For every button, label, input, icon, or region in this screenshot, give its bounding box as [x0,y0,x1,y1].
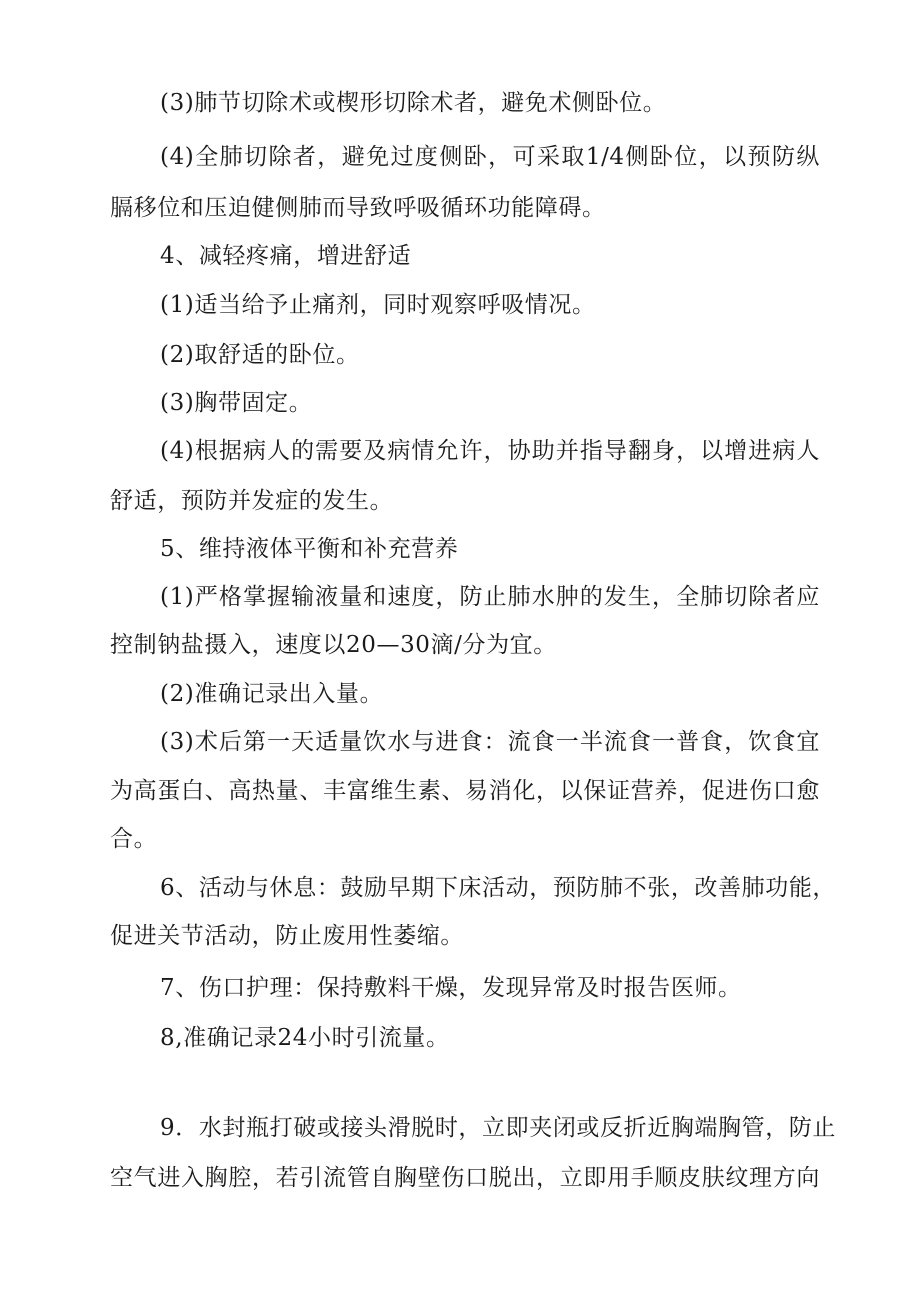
text-line-8: (4)根据病人的需要及病情允许，协助并指导翻身，以增进病人 [160,438,820,464]
text-line-11: (1)严格掌握输液量和速度，防止肺水肿的发生，全肺切除者应 [160,584,820,610]
text-line-22: 空气进入胸腔，若引流管自胸壁伤口脱出，立即用手顺皮肤纹理方向 [110,1165,820,1191]
section-heading-8: 8,准确记录24小时引流量。 [160,1025,450,1051]
section-heading-7: 7、伤口护理：保持敷料干燥，发现异常及时报告医师。 [160,975,742,1001]
section-heading-9: 9．水封瓶打破或接头滑脱时，立即夹闭或反折近胸端胸管，防止 [160,1115,837,1141]
text-line-16: 合。 [110,826,158,852]
text-line-9: 舒适，预防并发症的发生。 [110,488,394,514]
text-line-14: (3)术后第一天适量饮水与进食：流食一半流食一普食，饮食宜 [160,729,820,755]
text-line-5: (1)适当给予止痛剂，同时观察呼吸情况。 [160,292,596,318]
section-heading-4: 4、减轻疼痛，增进舒适 [160,243,412,269]
text-line-3: 膈移位和压迫健侧肺而导致呼吸循环功能障碍。 [110,195,606,221]
section-heading-5: 5、维持液体平衡和补充营养 [160,536,459,562]
text-line-6: (2)取舒适的卧位。 [160,342,360,368]
text-line-7: (3)胸带固定。 [160,390,313,416]
text-line-15: 为高蛋白、高热量、丰富维生素、易消化，以保证营养，促进伤口愈 [110,778,820,804]
text-line-18: 促进关节活动，防止废用性萎缩。 [110,923,464,949]
text-line-2: (4)全肺切除者，避免过度侧卧，可采取1/4侧卧位，以预防纵 [160,144,820,170]
text-line-12: 控制钠盐摄入，速度以20—30滴/分为宜。 [110,632,557,658]
text-line-13: (2)准确记录出入量。 [160,681,384,707]
text-line-1: (3)肺节切除术或楔形切除术者，避免术侧卧位。 [160,90,667,116]
section-heading-6: 6、活动与休息：鼓励早期下床活动，预防肺不张，改善肺功能， [160,875,837,901]
